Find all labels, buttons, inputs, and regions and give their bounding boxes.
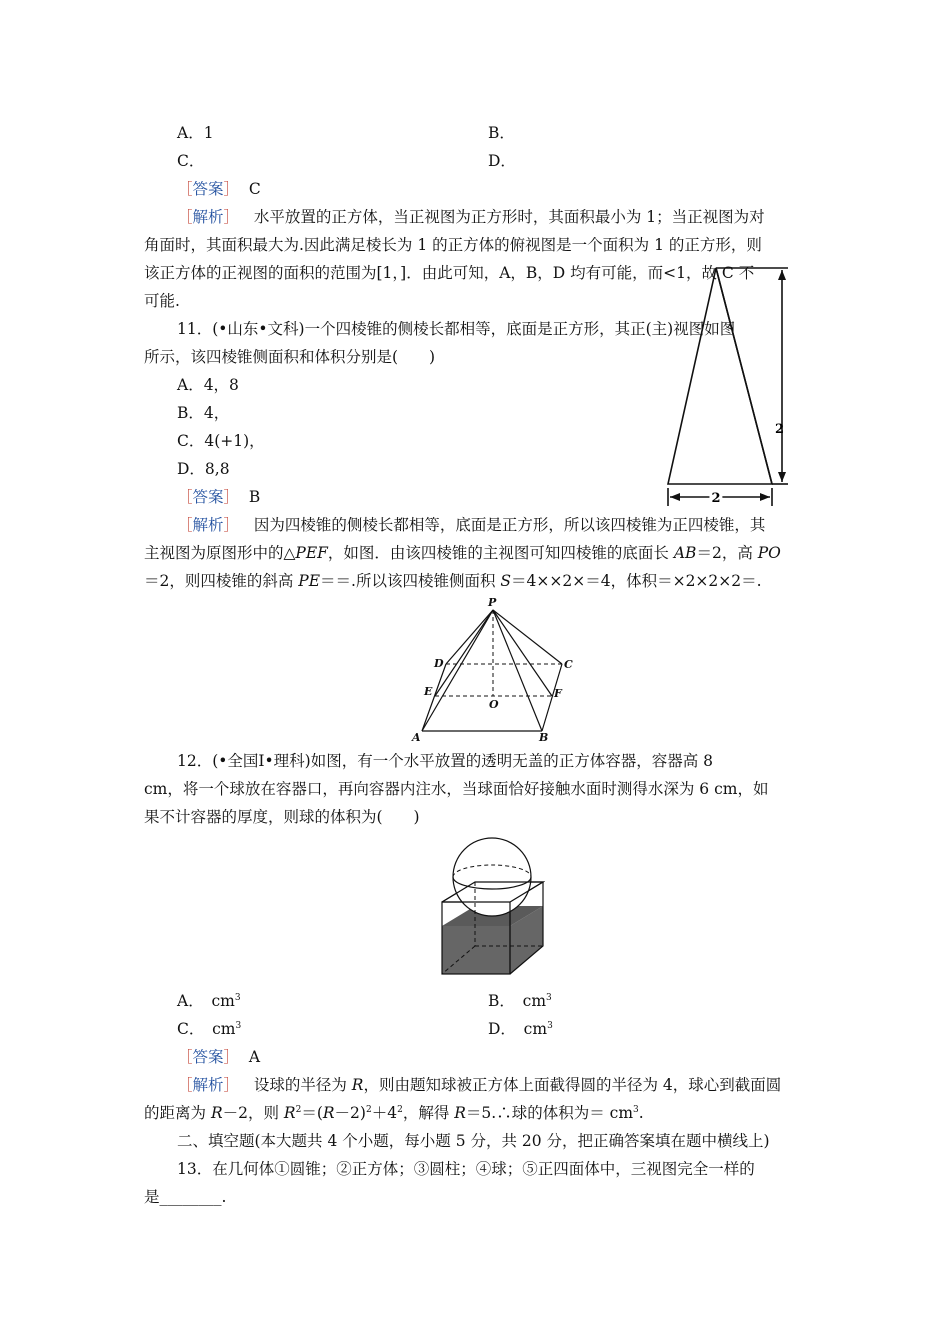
answer-tag: ［答案］ xyxy=(177,1048,240,1066)
label-b: B xyxy=(539,731,549,744)
q11-analysis-line-1: ［解析］ 因为四棱锥的侧棱长都相等，底面是正方形，所以该四棱锥为正四棱锥，其 xyxy=(177,516,766,534)
q13-stem-line-2: 是________. xyxy=(144,1188,227,1206)
label-a: A xyxy=(412,731,421,744)
q12-answer-value: A xyxy=(248,1048,261,1066)
front-view-triangle xyxy=(668,268,772,484)
q11-pyramid-figure xyxy=(400,595,590,745)
q12-analysis-line-1: ［解析］ 设球的半径为 R，则由题知球被正方体上面截得圆的半径为 4，球心到截面圆 xyxy=(177,1076,782,1094)
front-view-right-edge xyxy=(716,268,772,484)
q12-stem-line-2: cm，将一个球放在容器口，再向容器内注水，当球面恰好接触水面时测得水深为 6 cm，如 xyxy=(144,780,769,798)
q10-answer-value: C xyxy=(248,180,261,198)
q12-option-b: B． $cm^3$ xyxy=(488,992,552,1010)
section-2-heading: 二、填空题(本大题共 4 个小题，每小题 5 分，共 20 分，把正确答案填在题中横线上) xyxy=(177,1132,770,1150)
analysis-tag: ［解析］ xyxy=(177,1076,240,1094)
label-c: C xyxy=(564,658,573,671)
q12-stem-line-1: 12．(•全国Ⅰ•理科)如图，有一个水平放置的透明无盖的正方体容器，容器高 8 xyxy=(177,752,714,770)
label-p: P xyxy=(488,596,497,609)
q12-option-d: D． $cm^3$ xyxy=(488,1020,553,1038)
analysis-tag: ［解析］ xyxy=(177,516,240,534)
q12-option-a: A． $cm^3$ xyxy=(177,992,241,1010)
height-label: 2 xyxy=(775,422,785,437)
label-o: O xyxy=(489,698,499,711)
q11-option-d: D．8,8 xyxy=(177,460,230,478)
q12-sphere-cube-figure xyxy=(438,834,548,979)
q10-analysis-line-4: 可能. xyxy=(144,292,180,310)
q12-analysis-line-2: 的距离为 R－2，则 $R^2=(R-2)^2+4^2$，解得 R＝5.∴球的体积为＝ $cm^3$. xyxy=(144,1104,644,1122)
q12-answer-line xyxy=(177,1046,260,1068)
q11-analysis-line-2: 主视图为原图形中的△PEF，如图．由该四棱锥的主视图可知四棱锥的底面长 AB＝2，高 PO xyxy=(144,544,781,562)
q11-option-a: A．4，8 xyxy=(177,376,239,394)
q10-option-d: D． xyxy=(488,152,516,170)
q10-analysis-line-2: 角面时，其面积最大为.因此满足棱长为 1 的正方体的俯视图是一个面积为 1 的正方形，则 xyxy=(144,236,762,254)
q11-stem-line-2: 所示，该四棱锥侧面积和体积分别是( ) xyxy=(144,348,436,366)
answer-tag: ［答案］ xyxy=(177,180,240,198)
q10-option-c: C． xyxy=(177,152,205,170)
q11-option-b: B．4， xyxy=(177,404,230,422)
q12-option-c: C． $cm^3$ xyxy=(177,1020,242,1038)
label-d: D xyxy=(434,657,444,670)
label-f: F xyxy=(554,687,562,700)
label-e: E xyxy=(424,685,433,698)
answer-tag: ［答案］ xyxy=(177,488,240,506)
q12-stem-line-3: 果不计容器的厚度，则球的体积为( ) xyxy=(144,808,420,826)
q11-answer-value: B xyxy=(248,488,261,506)
q11-answer-line xyxy=(177,486,260,508)
q10-option-b: B． xyxy=(488,124,515,142)
width-label: 2 xyxy=(711,491,721,506)
q10-option-a: A．1 xyxy=(177,124,214,142)
q10-answer-line xyxy=(177,178,261,200)
q11-stem-line-1: 11．(•山东•文科)一个四棱锥的侧棱长都相等，底面是正方形，其正(主)视图如图 xyxy=(177,320,736,338)
q13-stem-line-1: 13．在几何体①圆锥；②正方体；③圆柱；④球；⑤正四面体中，三视图完全一样的 xyxy=(177,1160,755,1178)
q11-option-c: C．4(+1)， xyxy=(177,432,265,450)
analysis-tag: ［解析］ xyxy=(177,208,240,226)
q11-front-view-figure xyxy=(660,262,800,512)
q10-analysis-line-3: 该正方体的正视图的面积的范围为[1，]．由此可知，A，B，D 均有可能，而<1，故 C 不 xyxy=(144,264,755,282)
sphere xyxy=(453,838,531,916)
q10-analysis-line-1: ［解析］ 水平放置的正方体，当正视图为正方形时，其面积最小为 1；当正视图为对 xyxy=(177,208,765,226)
q11-analysis-line-3: ＝2，则四棱锥的斜高 PE＝＝.所以该四棱锥侧面积 S＝4××2×＝4，体积＝×2×2×2＝. xyxy=(144,572,762,590)
